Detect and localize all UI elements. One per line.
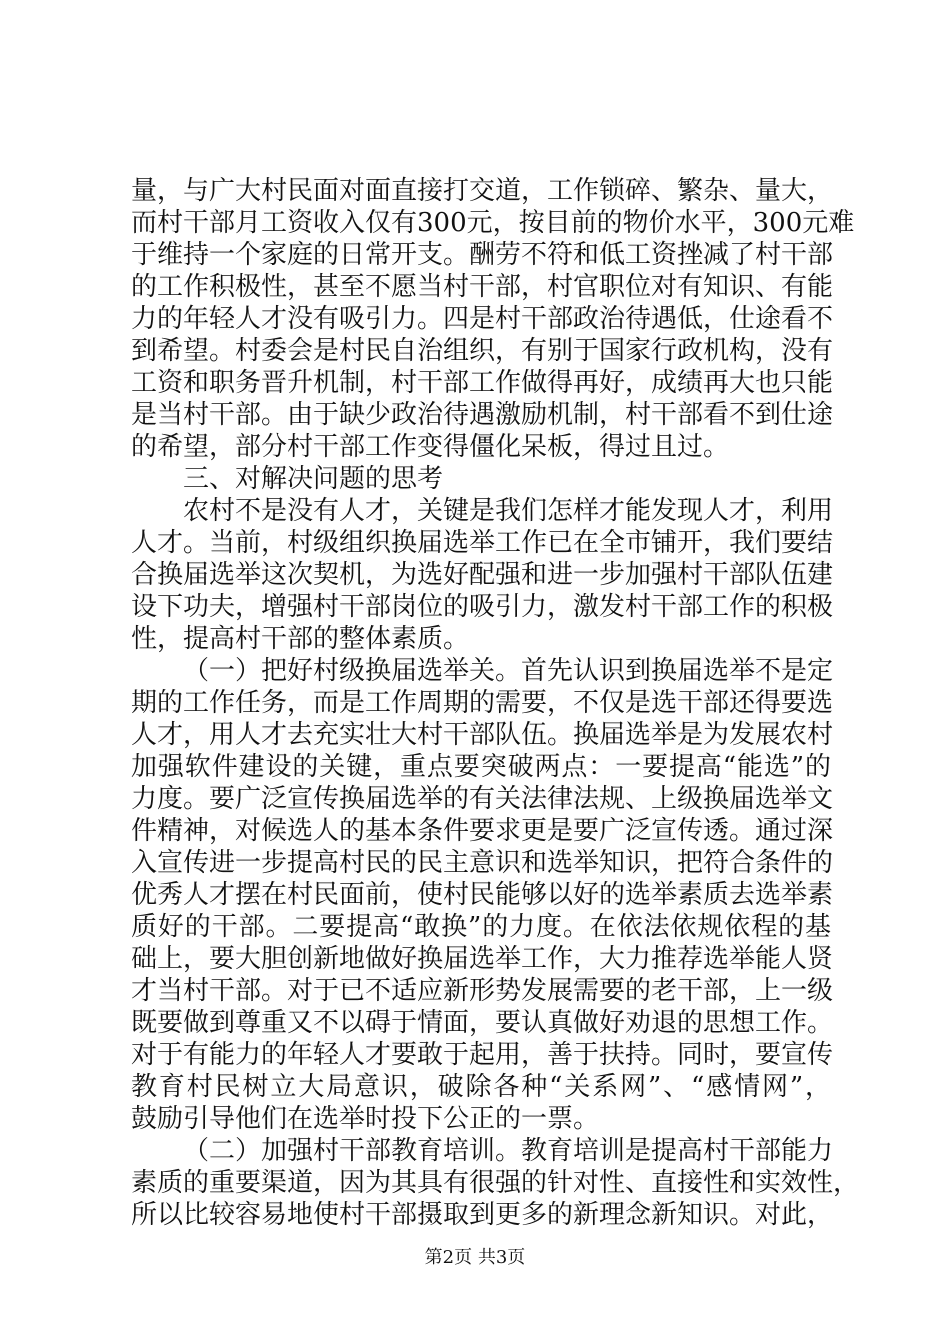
body-line: 所以比较容易地使村干部摄取到更多的新理念新知识。对此， [131, 1200, 834, 1230]
body-line: 性，提高村干部的整体素质。 [131, 624, 470, 654]
body-line: 教育村民树立大局意识，破除各种“关系网”、“感情网”， [131, 1072, 831, 1102]
body-line: 是当村干部。由于缺少政治待遇激励机制，村干部看不到仕途 [131, 400, 834, 430]
body-line: 到希望。村委会是村民自治组织，有别于国家行政机构，没有 [131, 336, 834, 366]
subsection-line: （一）把好村级换届选举关。首先认识到换届选举不是定 [183, 656, 834, 686]
body-line: 工资和职务晋升机制，村干部工作做得再好，成绩再大也只能 [131, 368, 834, 398]
body-line: 人才。当前，村级组织换届选举工作已在全市铺开，我们要结 [131, 528, 834, 558]
body-line: 对于有能力的年轻人才要敢于起用，善于扶持。同时，要宣传 [131, 1040, 834, 1070]
body-line: 的希望，部分村干部工作变得僵化呆板，得过且过。 [131, 432, 730, 462]
body-line: 力的年轻人才没有吸引力。四是村干部政治待遇低，仕途看不 [131, 304, 834, 334]
body-line: 鼓励引导他们在选举时投下公正的一票。 [131, 1104, 600, 1134]
body-line: 质好的干部。二要提高“敢换”的力度。在依法依规依程的基 [131, 912, 831, 942]
body-line: 农村不是没有人才，关键是我们怎样才能发现人才，利用 [183, 496, 834, 526]
body-line: 加强软件建设的关键，重点要突破两点：一要提高“能选”的 [131, 752, 831, 782]
body-line: 量，与广大村民面对面直接打交道，工作锁碎、繁杂、量大， [131, 176, 834, 206]
body-line: 既要做到尊重又不以碍于情面，要认真做好劝退的思想工作。 [131, 1008, 834, 1038]
body-line: 合换届选举这次契机，为选好配强和进一步加强村干部队伍建 [131, 560, 834, 590]
section-heading: 三、对解决问题的思考 [183, 464, 444, 494]
body-line: 优秀人才摆在村民面前，使村民能够以好的选举素质去选举素 [131, 880, 834, 910]
body-line: 力度。要广泛宣传换届选举的有关法律法规、上级换届选举文 [131, 784, 834, 814]
body-line: 于维持一个家庭的日常开支。酬劳不符和低工资挫减了村干部 [131, 240, 834, 270]
subsection-line: （二）加强村干部教育培训。教育培训是提高村干部能力 [183, 1136, 834, 1166]
body-line: 件精神，对候选人的基本条件要求更是要广泛宣传透。通过深 [131, 816, 834, 846]
body-line: 期的工作任务，而是工作周期的需要，不仅是选干部还得要选 [131, 688, 834, 718]
body-line: 设下功夫，增强村干部岗位的吸引力，激发村干部工作的积极 [131, 592, 834, 622]
body-line: 的工作积极性，甚至不愿当村干部，村官职位对有知识、有能 [131, 272, 834, 302]
body-line: 才当村干部。对于已不适应新形势发展需要的老干部，上一级 [131, 976, 834, 1006]
body-line: 素质的重要渠道，因为其具有很强的针对性、直接性和实效性， [131, 1168, 860, 1198]
page-number-footer: 第2页 共3页 [424, 1247, 526, 1268]
body-line: 础上，要大胆创新地做好换届选举工作，大力推荐选举能人贤 [131, 944, 834, 974]
body-line: 人才，用人才去充实壮大村干部队伍。换届选举是为发展农村 [131, 720, 834, 750]
body-line: 而村干部月工资收入仅有300元，按目前的物价水平，300元难 [131, 208, 855, 238]
body-line: 入宣传进一步提高村民的民主意识和选举知识，把符合条件的 [131, 848, 834, 878]
